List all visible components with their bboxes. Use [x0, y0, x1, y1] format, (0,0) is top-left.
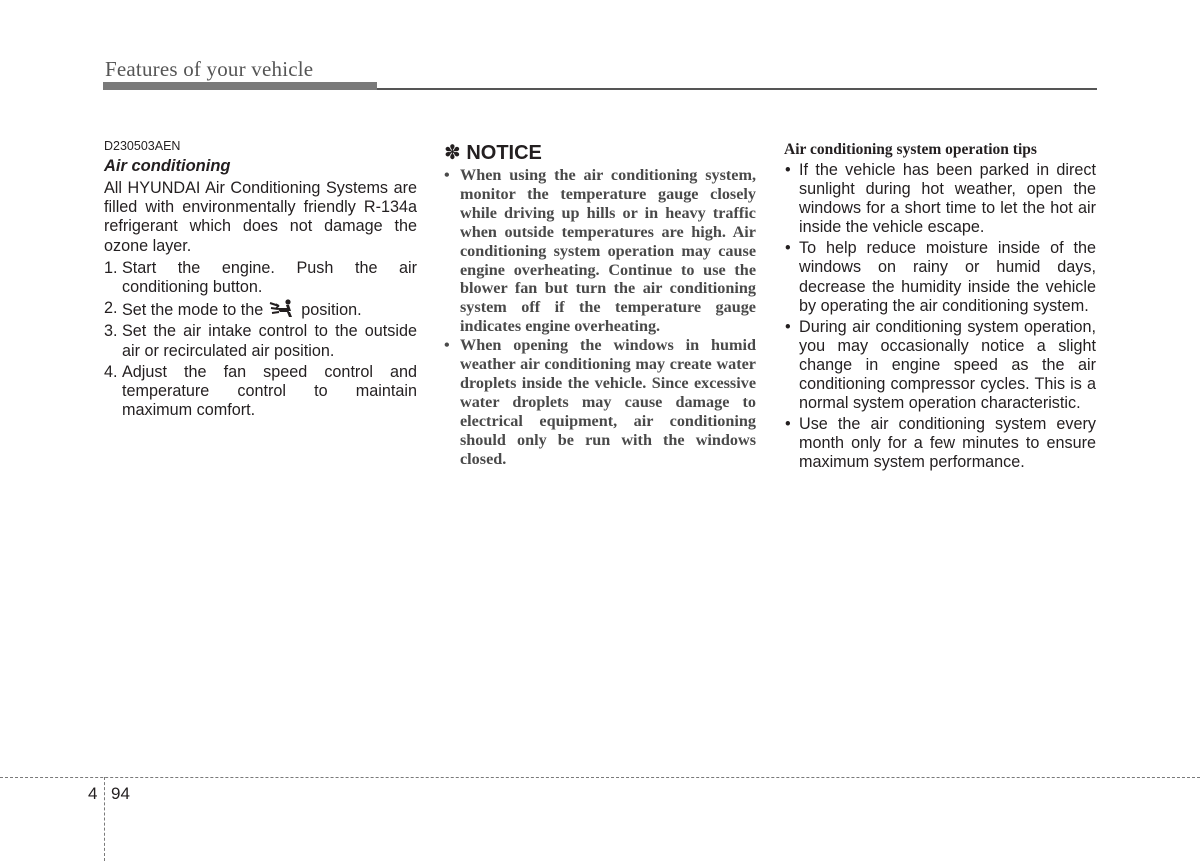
step-number: 2. — [104, 299, 118, 318]
tips-heading: Air conditioning system operation tips — [784, 141, 1037, 158]
notice-heading — [444, 140, 756, 165]
step-number: 4. — [104, 362, 118, 381]
floor-defrost-mode-icon — [267, 299, 297, 318]
step-item — [104, 363, 417, 421]
step-text: Adjust the fan speed control and temperature control to maintain maximum comfort. — [122, 362, 417, 420]
bullet-icon: • — [785, 317, 791, 336]
step-number: 3. — [104, 322, 118, 341]
notice-symbol-icon: ✽ — [444, 140, 461, 164]
step-text: Start the engine. Push the air conditioning button. — [122, 258, 417, 297]
tip-text: To help reduce moisture inside of the windows on rainy or humid days, decrease the humidity inside the vehicle by operating the air conditioning system. — [799, 239, 1096, 315]
tip-item — [784, 239, 1096, 315]
notice-text: When opening the windows in humid weather air conditioning may create water droplets inside the vehicle. Since excessive water droplets may cause damage to electrical equipment, air conditioning should only be run with the windows closed. — [460, 336, 756, 468]
notice-text: When using the air conditioning system, monitor the temperature gauge closely while driving up hills or in heavy traffic when outside temperatures are high. Air conditioning system operation may cause engine overheating. Continue to use the blower fan but turn the air conditioning system off if the temperature gauge indicates engine overheating. — [460, 166, 756, 336]
tips-list — [784, 161, 1096, 473]
notice-list — [444, 166, 756, 469]
section-title: Features of your vehicle — [105, 57, 314, 81]
doc-code: D230503AEN — [104, 139, 181, 153]
left-column — [104, 138, 417, 422]
steps-list — [104, 259, 417, 421]
notice-box — [444, 140, 756, 469]
tips-section — [784, 140, 1096, 475]
bullet-icon: • — [444, 336, 450, 355]
header-rule-thick — [103, 82, 377, 90]
intro-paragraph: All HYUNDAI Air Conditioning Systems are filled with environmentally friendly R-134a refrigerant which does not damage the ozone layer. — [104, 179, 417, 255]
bullet-icon: • — [444, 166, 450, 184]
tip-text: Use the air conditioning system every month only for a few minutes to ensure maximum system performance. — [799, 415, 1096, 472]
tip-item — [784, 161, 1096, 237]
bullet-icon: • — [785, 239, 791, 258]
bullet-icon: • — [785, 161, 791, 179]
chapter-number: 4 — [88, 784, 98, 803]
step-item — [104, 299, 417, 320]
step-text: Set the air intake control to the outside air or recirculated air position. — [122, 322, 417, 360]
notice-item — [444, 336, 756, 468]
step-text-before: Set the mode to the — [122, 301, 264, 320]
tip-item — [784, 318, 1096, 413]
footer-vertical-divider — [104, 777, 105, 861]
tip-text: During air conditioning system operation, you may occasionally notice a slight change in engine speed as the air conditioning compressor cycles. This is a normal system operation characteristic. — [799, 317, 1096, 413]
step-item — [104, 259, 417, 297]
step-text-after: position. — [301, 301, 362, 320]
bullet-icon: • — [785, 415, 791, 434]
page-number: 94 — [111, 784, 130, 803]
notice-item — [444, 166, 756, 336]
footer-divider — [0, 777, 1200, 778]
step-number: 1. — [104, 258, 118, 277]
tip-text: If the vehicle has been parked in direct sunlight during hot weather, open the windows for a short time to let the hot air inside the vehicle escape. — [799, 161, 1096, 237]
header-rule-thin — [377, 88, 1097, 90]
notice-title: NOTICE — [466, 142, 542, 164]
step-item — [104, 322, 417, 360]
section-heading: Air conditioning — [104, 157, 231, 175]
tip-item — [784, 415, 1096, 472]
